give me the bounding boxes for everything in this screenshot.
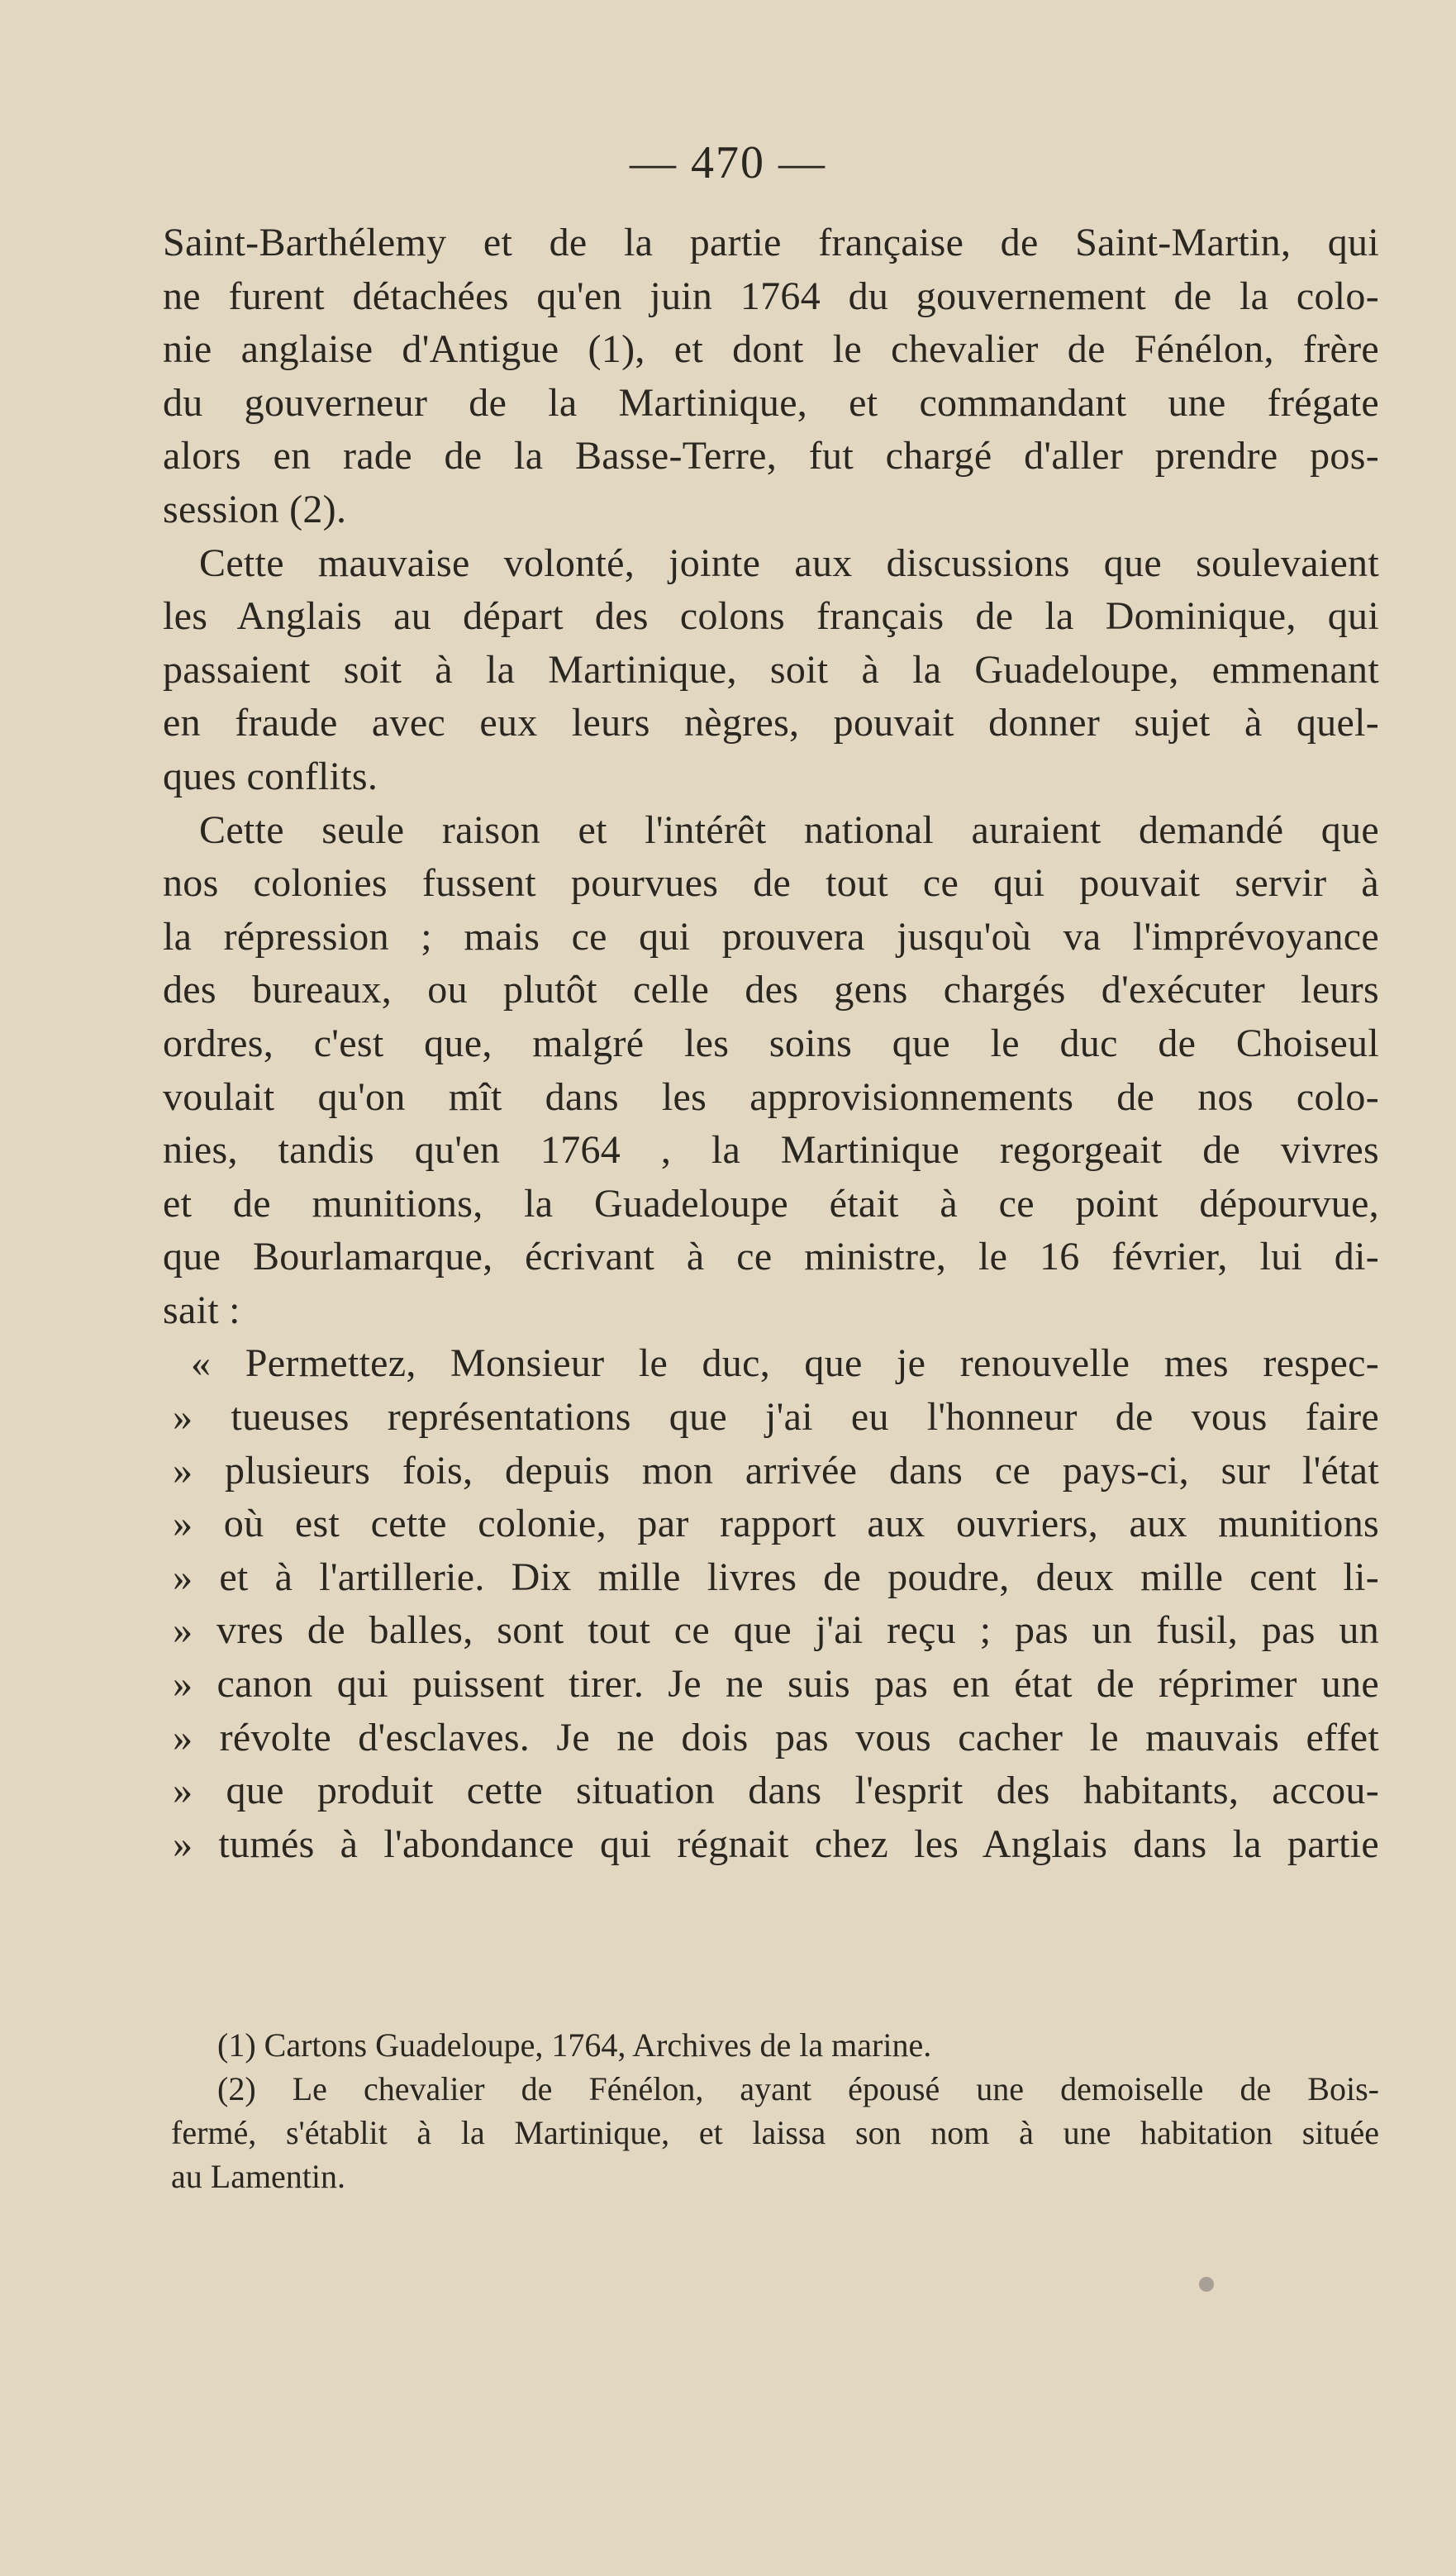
- text-line: nie anglaise d'Antigue (1), et dont le chevalier de Fénélon, frère: [163, 327, 1379, 372]
- ink-spot: [1199, 2277, 1214, 2292]
- text-line: et de munitions, la Guadeloupe était à ce point dépourvue,: [163, 1181, 1379, 1226]
- text-line: sait :: [163, 1288, 240, 1332]
- text-line: » plusieurs fois, depuis mon arrivée dans ce pays-ci, sur l'état: [173, 1448, 1379, 1493]
- text-line: ne furent détachées qu'en juin 1764 du gouvernement de la colo-: [163, 274, 1379, 318]
- text-line: » révolte d'esclaves. Je ne dois pas vous cacher le mauvais effet: [173, 1715, 1379, 1759]
- footnote-line: (1) Cartons Guadeloupe, 1764, Archives de la marine.: [217, 2026, 932, 2064]
- body-text: [163, 217, 1379, 1871]
- text-line: les Anglais au départ des colons français de la Dominique, qui: [163, 594, 1379, 639]
- footnote-line: au Lamentin.: [171, 2158, 346, 2195]
- text-line: nies, tandis qu'en 1764 , la Martinique regorgeait de vivres: [163, 1128, 1379, 1173]
- text-line: du gouverneur de la Martinique, et commandant une frégate: [163, 380, 1379, 425]
- text-line: » que produit cette situation dans l'esprit des habitants, accou-: [173, 1769, 1379, 1813]
- text-line: voulait qu'on mît dans les approvisionnements de nos colo-: [163, 1074, 1379, 1119]
- text-line: des bureaux, ou plutôt celle des gens chargés d'exécuter leurs: [163, 968, 1379, 1012]
- text-line: Cette mauvaise volonté, jointe aux discussions que soulevaient: [199, 540, 1379, 585]
- text-line: » où est cette colonie, par rapport aux ouvriers, aux munitions: [173, 1502, 1379, 1546]
- text-line: ordres, c'est que, malgré les soins que le duc de Choiseul: [163, 1021, 1379, 1065]
- text-line: session (2).: [163, 487, 347, 531]
- text-line: » canon qui puissent tirer. Je ne suis pas en état de réprimer une: [173, 1662, 1379, 1707]
- text-line: « Permettez, Monsieur le duc, que je renouvelle mes respec-: [191, 1341, 1379, 1386]
- text-line: Cette seule raison et l'intérêt national auraient demandé que: [199, 807, 1379, 852]
- text-line: passaient soit à la Martinique, soit à la Guadeloupe, emmenant: [163, 647, 1379, 692]
- text-line: » et à l'artillerie. Dix mille livres de poudre, deux mille cent li-: [173, 1555, 1379, 1599]
- text-line: Saint-Barthélemy et de la partie française de Saint-Martin, qui: [163, 221, 1379, 264]
- text-line: ques conflits.: [163, 754, 378, 798]
- text-line: » tumés à l'abondance qui régnait chez les Anglais dans la partie: [173, 1821, 1379, 1866]
- text-line: que Bourlamarque, écrivant à ce ministre, le 16 février, lui di-: [163, 1235, 1379, 1279]
- text-line: » tueuses représentations que j'ai eu l'honneur de vous faire: [173, 1395, 1379, 1440]
- text-line: » vres de balles, sont tout ce que j'ai reçu ; pas un fusil, pas un: [173, 1608, 1379, 1653]
- footnotes: [171, 2023, 1379, 2198]
- text-line: en fraude avec eux leurs nègres, pouvait donner sujet à quel-: [163, 701, 1379, 745]
- text-line: alors en rade de la Basse-Terre, fut chargé d'aller prendre pos-: [163, 434, 1379, 479]
- text-line: nos colonies fussent pourvues de tout ce qui pouvait servir à: [163, 861, 1379, 906]
- text-line: la répression ; mais ce qui prouvera jusqu'où va l'imprévoyance: [163, 914, 1379, 959]
- footnote-line: (2) Le chevalier de Fénélon, ayant épousé une demoiselle de Bois-: [217, 2070, 1379, 2107]
- page-number: — 470 —: [630, 137, 826, 188]
- footnote-line: fermé, s'établit à la Martinique, et laissa son nom à une habitation située: [171, 2114, 1379, 2151]
